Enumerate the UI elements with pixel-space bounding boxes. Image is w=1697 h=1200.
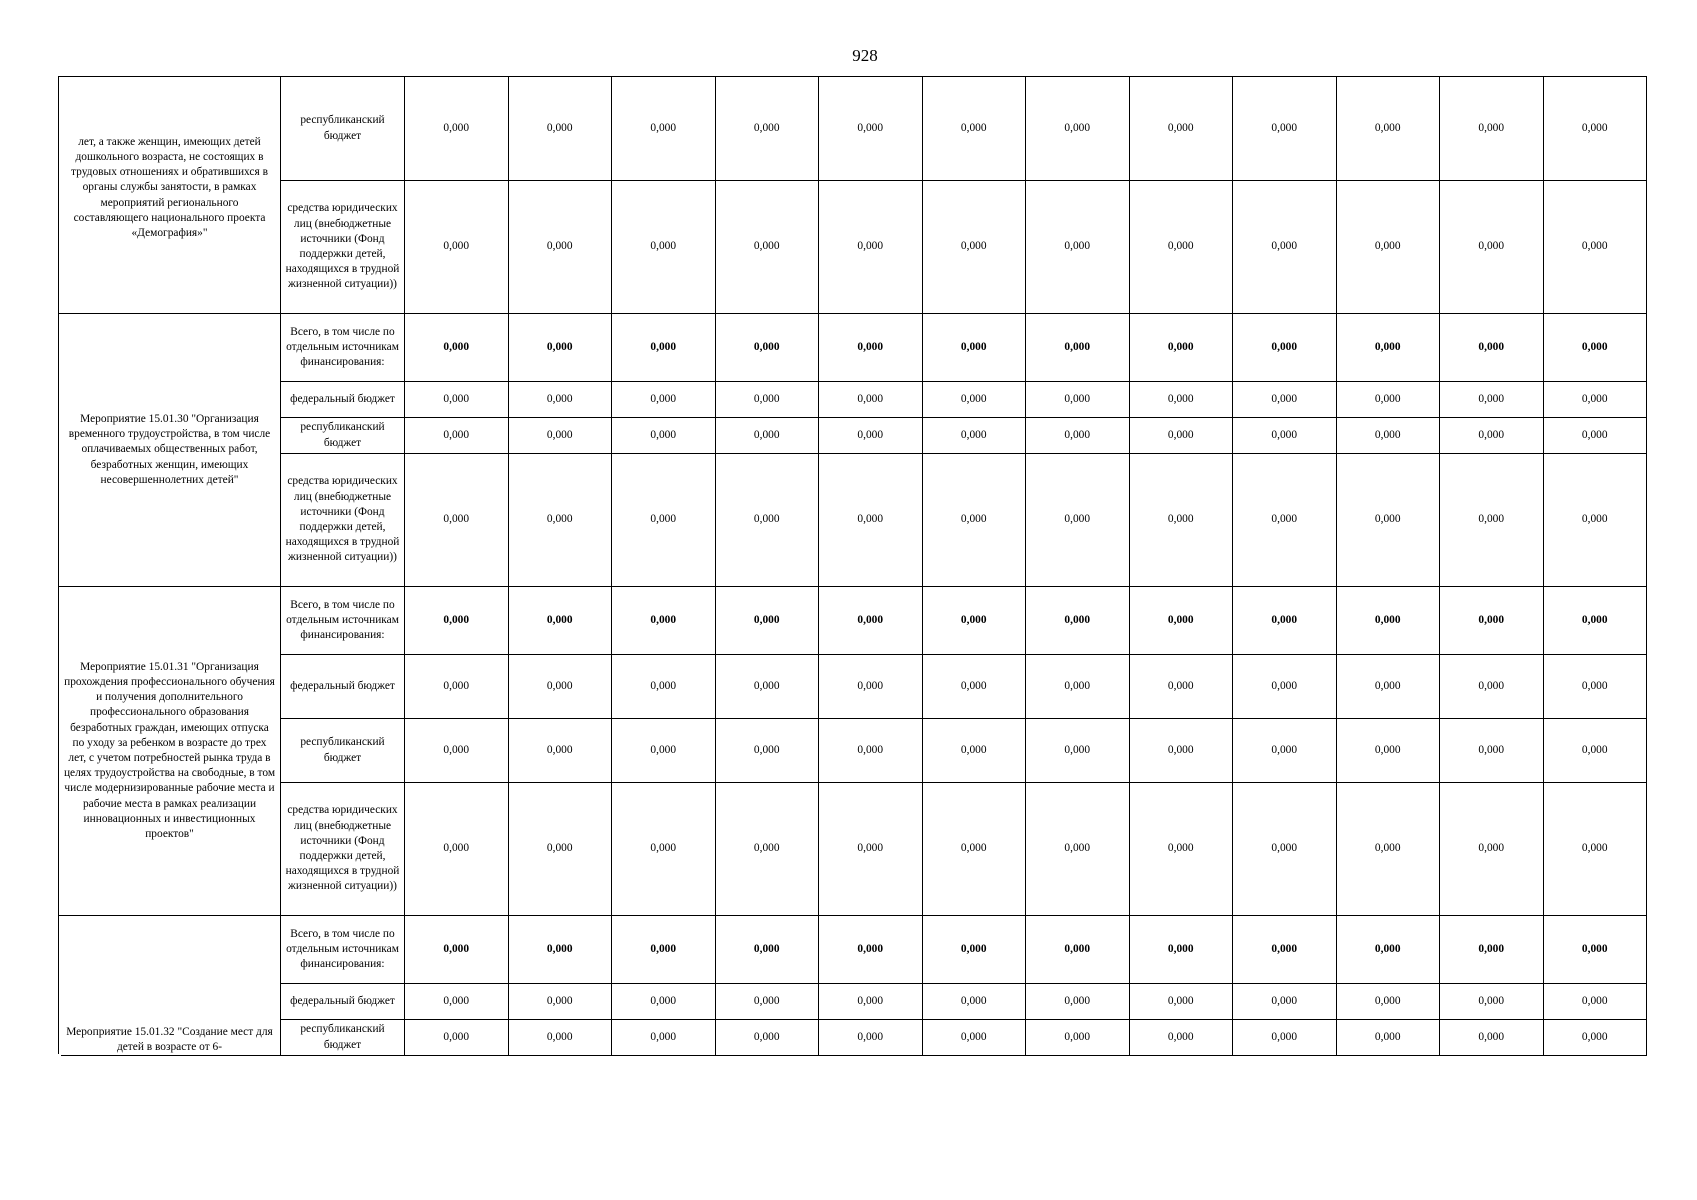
value-cell: 0,000 bbox=[922, 916, 1026, 984]
value-cell: 0,000 bbox=[715, 77, 819, 181]
value-cell: 0,000 bbox=[1336, 314, 1440, 382]
table-row bbox=[59, 984, 1647, 1020]
value-cell: 0,000 bbox=[508, 719, 612, 783]
funding-source-cell: республиканский бюджет bbox=[281, 77, 405, 181]
value-cell: 0,000 bbox=[1336, 1020, 1440, 1056]
value-cell: 0,000 bbox=[612, 77, 716, 181]
event-description: лет, а также женщин, имеющих детей дошкольного возраста, не состоящих в трудовых отношениях и обратившихся в органы службы занятости, в рамках мероприятий регионального составляющего национального проекта «Демография»" bbox=[71, 135, 268, 239]
value-cell: 0,000 bbox=[1233, 655, 1337, 719]
value-cell: 0,000 bbox=[612, 916, 716, 984]
value-cell: 0,000 bbox=[1233, 77, 1337, 181]
value-cell: 0,000 bbox=[819, 1020, 923, 1056]
value-cell: 0,000 bbox=[612, 587, 716, 655]
table-row bbox=[59, 719, 1647, 783]
value-cell: 0,000 bbox=[819, 916, 923, 984]
table-row bbox=[59, 1020, 1647, 1056]
value-cell: 0,000 bbox=[819, 454, 923, 587]
value-cell: 0,000 bbox=[1233, 916, 1337, 984]
funding-source-cell: федеральный бюджет bbox=[281, 382, 405, 418]
value-cell: 0,000 bbox=[819, 77, 923, 181]
value-cell: 0,000 bbox=[612, 719, 716, 783]
value-cell: 0,000 bbox=[922, 783, 1026, 916]
value-cell: 0,000 bbox=[922, 454, 1026, 587]
value-cell: 0,000 bbox=[819, 382, 923, 418]
value-cell: 0,000 bbox=[1026, 418, 1130, 454]
value-cell: 0,000 bbox=[1129, 916, 1233, 984]
value-cell: 0,000 bbox=[1026, 314, 1130, 382]
value-cell: 0,000 bbox=[612, 984, 716, 1020]
table-row bbox=[59, 418, 1647, 454]
value-cell: 0,000 bbox=[1336, 984, 1440, 1020]
value-cell: 0,000 bbox=[819, 783, 923, 916]
value-cell: 0,000 bbox=[819, 984, 923, 1020]
value-cell: 0,000 bbox=[1026, 719, 1130, 783]
funding-source-cell: республиканский бюджет bbox=[281, 1020, 405, 1056]
value-cell: 0,000 bbox=[922, 77, 1026, 181]
funding-source-cell: средства юридических лиц (внебюджетные источники (Фонд поддержки детей, находящихся в трудной жизненной ситуации)) bbox=[281, 783, 405, 916]
funding-source-cell: средства юридических лиц (внебюджетные источники (Фонд поддержки детей, находящихся в трудной жизненной ситуации)) bbox=[281, 454, 405, 587]
table-row bbox=[59, 454, 1647, 587]
value-cell: 0,000 bbox=[1233, 181, 1337, 314]
value-cell: 0,000 bbox=[1336, 655, 1440, 719]
value-cell: 0,000 bbox=[1336, 916, 1440, 984]
event-description: Мероприятие 15.01.31 "Организация прохождения профессионального обучения и получения дополнительного профессионального образования безработных граждан, имеющих отпуска по уходу за ребенком в возрасте до трех лет, с учетом потребностей рынка труда в целях трудоустройства на свободные, в том числе модернизированные рабочие места и рабочие места в рамках реализации инновационных и инвестиционных проектов" bbox=[63, 660, 276, 841]
value-cell: 0,000 bbox=[819, 418, 923, 454]
value-cell: 0,000 bbox=[819, 655, 923, 719]
value-cell: 0,000 bbox=[405, 382, 509, 418]
value-cell: 0,000 bbox=[1440, 181, 1544, 314]
value-cell: 0,000 bbox=[1440, 1020, 1544, 1056]
value-cell: 0,000 bbox=[508, 454, 612, 587]
value-cell: 0,000 bbox=[1543, 719, 1647, 783]
value-cell: 0,000 bbox=[1026, 587, 1130, 655]
value-cell: 0,000 bbox=[1440, 655, 1544, 719]
value-cell: 0,000 bbox=[1233, 1020, 1337, 1056]
value-cell: 0,000 bbox=[405, 783, 509, 916]
value-cell: 0,000 bbox=[715, 719, 819, 783]
table-row bbox=[59, 77, 1647, 181]
value-cell: 0,000 bbox=[1233, 984, 1337, 1020]
value-cell: 0,000 bbox=[715, 314, 819, 382]
value-cell: 0,000 bbox=[405, 314, 509, 382]
value-cell: 0,000 bbox=[405, 77, 509, 181]
value-cell: 0,000 bbox=[508, 587, 612, 655]
value-cell: 0,000 bbox=[1336, 719, 1440, 783]
value-cell: 0,000 bbox=[1233, 382, 1337, 418]
value-cell: 0,000 bbox=[715, 916, 819, 984]
value-cell: 0,000 bbox=[1543, 655, 1647, 719]
value-cell: 0,000 bbox=[1336, 587, 1440, 655]
value-cell: 0,000 bbox=[1129, 984, 1233, 1020]
value-cell: 0,000 bbox=[1440, 916, 1544, 984]
value-cell: 0,000 bbox=[1336, 181, 1440, 314]
value-cell: 0,000 bbox=[508, 916, 612, 984]
value-cell: 0,000 bbox=[819, 314, 923, 382]
value-cell: 0,000 bbox=[1026, 984, 1130, 1020]
value-cell: 0,000 bbox=[715, 454, 819, 587]
value-cell: 0,000 bbox=[405, 454, 509, 587]
value-cell: 0,000 bbox=[715, 181, 819, 314]
value-cell: 0,000 bbox=[715, 1020, 819, 1056]
value-cell: 0,000 bbox=[508, 181, 612, 314]
value-cell: 0,000 bbox=[508, 382, 612, 418]
value-cell: 0,000 bbox=[1129, 314, 1233, 382]
value-cell: 0,000 bbox=[1129, 655, 1233, 719]
value-cell: 0,000 bbox=[922, 314, 1026, 382]
value-cell: 0,000 bbox=[1233, 314, 1337, 382]
funding-source-cell: республиканский бюджет bbox=[281, 719, 405, 783]
value-cell: 0,000 bbox=[508, 783, 612, 916]
value-cell: 0,000 bbox=[1336, 418, 1440, 454]
value-cell: 0,000 bbox=[612, 1020, 716, 1056]
table-row bbox=[59, 382, 1647, 418]
value-cell: 0,000 bbox=[508, 314, 612, 382]
value-cell: 0,000 bbox=[1129, 783, 1233, 916]
table-row bbox=[59, 783, 1647, 916]
value-cell: 0,000 bbox=[1543, 984, 1647, 1020]
value-cell: 0,000 bbox=[1026, 655, 1130, 719]
table-row bbox=[59, 181, 1647, 314]
value-cell: 0,000 bbox=[1233, 587, 1337, 655]
value-cell: 0,000 bbox=[715, 783, 819, 916]
value-cell: 0,000 bbox=[715, 418, 819, 454]
table-row bbox=[59, 314, 1647, 382]
value-cell: 0,000 bbox=[1543, 382, 1647, 418]
value-cell: 0,000 bbox=[1440, 382, 1544, 418]
event-cell bbox=[59, 587, 281, 916]
value-cell: 0,000 bbox=[612, 783, 716, 916]
value-cell: 0,000 bbox=[612, 181, 716, 314]
value-cell: 0,000 bbox=[1026, 77, 1130, 181]
value-cell: 0,000 bbox=[1543, 418, 1647, 454]
value-cell: 0,000 bbox=[922, 1020, 1026, 1056]
funding-source-cell: федеральный бюджет bbox=[281, 655, 405, 719]
table-row bbox=[59, 655, 1647, 719]
value-cell: 0,000 bbox=[715, 382, 819, 418]
value-cell: 0,000 bbox=[612, 382, 716, 418]
value-cell: 0,000 bbox=[715, 587, 819, 655]
value-cell: 0,000 bbox=[405, 1020, 509, 1056]
page-number: 928 bbox=[852, 46, 878, 65]
value-cell: 0,000 bbox=[1129, 719, 1233, 783]
value-cell: 0,000 bbox=[922, 719, 1026, 783]
value-cell: 0,000 bbox=[922, 382, 1026, 418]
value-cell: 0,000 bbox=[1129, 181, 1233, 314]
value-cell: 0,000 bbox=[1440, 314, 1544, 382]
value-cell: 0,000 bbox=[612, 418, 716, 454]
value-cell: 0,000 bbox=[1440, 984, 1544, 1020]
event-cell bbox=[59, 916, 281, 1056]
funding-source-cell: республиканский бюджет bbox=[281, 418, 405, 454]
value-cell: 0,000 bbox=[1026, 181, 1130, 314]
value-cell: 0,000 bbox=[1336, 454, 1440, 587]
event-cell bbox=[59, 77, 281, 314]
value-cell: 0,000 bbox=[405, 587, 509, 655]
value-cell: 0,000 bbox=[922, 418, 1026, 454]
event-description: Мероприятие 15.01.32 "Создание мест для детей в возрасте от 6- bbox=[66, 1025, 273, 1053]
value-cell: 0,000 bbox=[508, 418, 612, 454]
value-cell: 0,000 bbox=[1026, 1020, 1130, 1056]
value-cell: 0,000 bbox=[1543, 181, 1647, 314]
value-cell: 0,000 bbox=[1026, 783, 1130, 916]
value-cell: 0,000 bbox=[508, 984, 612, 1020]
value-cell: 0,000 bbox=[1543, 454, 1647, 587]
value-cell: 0,000 bbox=[405, 916, 509, 984]
value-cell: 0,000 bbox=[405, 984, 509, 1020]
value-cell: 0,000 bbox=[1233, 719, 1337, 783]
funding-source-cell: Всего, в том числе по отдельным источникам финансирования: bbox=[281, 916, 405, 984]
value-cell: 0,000 bbox=[1440, 418, 1544, 454]
value-cell: 0,000 bbox=[405, 418, 509, 454]
event-cell bbox=[59, 314, 281, 587]
value-cell: 0,000 bbox=[1129, 1020, 1233, 1056]
value-cell: 0,000 bbox=[1129, 587, 1233, 655]
value-cell: 0,000 bbox=[1336, 783, 1440, 916]
value-cell: 0,000 bbox=[1543, 783, 1647, 916]
value-cell: 0,000 bbox=[1026, 916, 1130, 984]
value-cell: 0,000 bbox=[1233, 454, 1337, 587]
value-cell: 0,000 bbox=[922, 587, 1026, 655]
value-cell: 0,000 bbox=[1233, 783, 1337, 916]
table-row bbox=[59, 587, 1647, 655]
value-cell: 0,000 bbox=[405, 719, 509, 783]
value-cell: 0,000 bbox=[1440, 587, 1544, 655]
value-cell: 0,000 bbox=[612, 314, 716, 382]
value-cell: 0,000 bbox=[922, 655, 1026, 719]
value-cell: 0,000 bbox=[1129, 382, 1233, 418]
funding-source-cell: Всего, в том числе по отдельным источникам финансирования: bbox=[281, 587, 405, 655]
value-cell: 0,000 bbox=[715, 655, 819, 719]
value-cell: 0,000 bbox=[508, 77, 612, 181]
value-cell: 0,000 bbox=[715, 984, 819, 1020]
value-cell: 0,000 bbox=[1440, 77, 1544, 181]
value-cell: 0,000 bbox=[1026, 382, 1130, 418]
event-description: Мероприятие 15.01.30 "Организация временного трудоустройства, в том числе оплачиваемых общественных работ, безработных женщин, имеющих несовершеннолетних детей" bbox=[68, 412, 271, 486]
value-cell: 0,000 bbox=[1543, 916, 1647, 984]
value-cell: 0,000 bbox=[819, 181, 923, 314]
value-cell: 0,000 bbox=[1543, 77, 1647, 181]
value-cell: 0,000 bbox=[1026, 454, 1130, 587]
value-cell: 0,000 bbox=[1129, 77, 1233, 181]
value-cell: 0,000 bbox=[819, 719, 923, 783]
value-cell: 0,000 bbox=[1336, 382, 1440, 418]
funding-source-cell: средства юридических лиц (внебюджетные источники (Фонд поддержки детей, находящихся в трудной жизненной ситуации)) bbox=[281, 181, 405, 314]
value-cell: 0,000 bbox=[1336, 77, 1440, 181]
budget-table bbox=[58, 76, 1647, 1056]
value-cell: 0,000 bbox=[612, 454, 716, 587]
funding-source-cell: Всего, в том числе по отдельным источникам финансирования: bbox=[281, 314, 405, 382]
value-cell: 0,000 bbox=[405, 655, 509, 719]
value-cell: 0,000 bbox=[1440, 783, 1544, 916]
value-cell: 0,000 bbox=[1543, 314, 1647, 382]
value-cell: 0,000 bbox=[1543, 587, 1647, 655]
table-row bbox=[59, 916, 1647, 984]
value-cell: 0,000 bbox=[1440, 454, 1544, 587]
value-cell: 0,000 bbox=[612, 655, 716, 719]
value-cell: 0,000 bbox=[508, 1020, 612, 1056]
value-cell: 0,000 bbox=[1543, 1020, 1647, 1056]
table-cut-edge bbox=[57, 1054, 61, 1074]
value-cell: 0,000 bbox=[819, 587, 923, 655]
value-cell: 0,000 bbox=[1440, 719, 1544, 783]
value-cell: 0,000 bbox=[1129, 454, 1233, 587]
funding-source-cell: федеральный бюджет bbox=[281, 984, 405, 1020]
value-cell: 0,000 bbox=[1129, 418, 1233, 454]
value-cell: 0,000 bbox=[1233, 418, 1337, 454]
value-cell: 0,000 bbox=[922, 984, 1026, 1020]
value-cell: 0,000 bbox=[405, 181, 509, 314]
value-cell: 0,000 bbox=[922, 181, 1026, 314]
value-cell: 0,000 bbox=[508, 655, 612, 719]
